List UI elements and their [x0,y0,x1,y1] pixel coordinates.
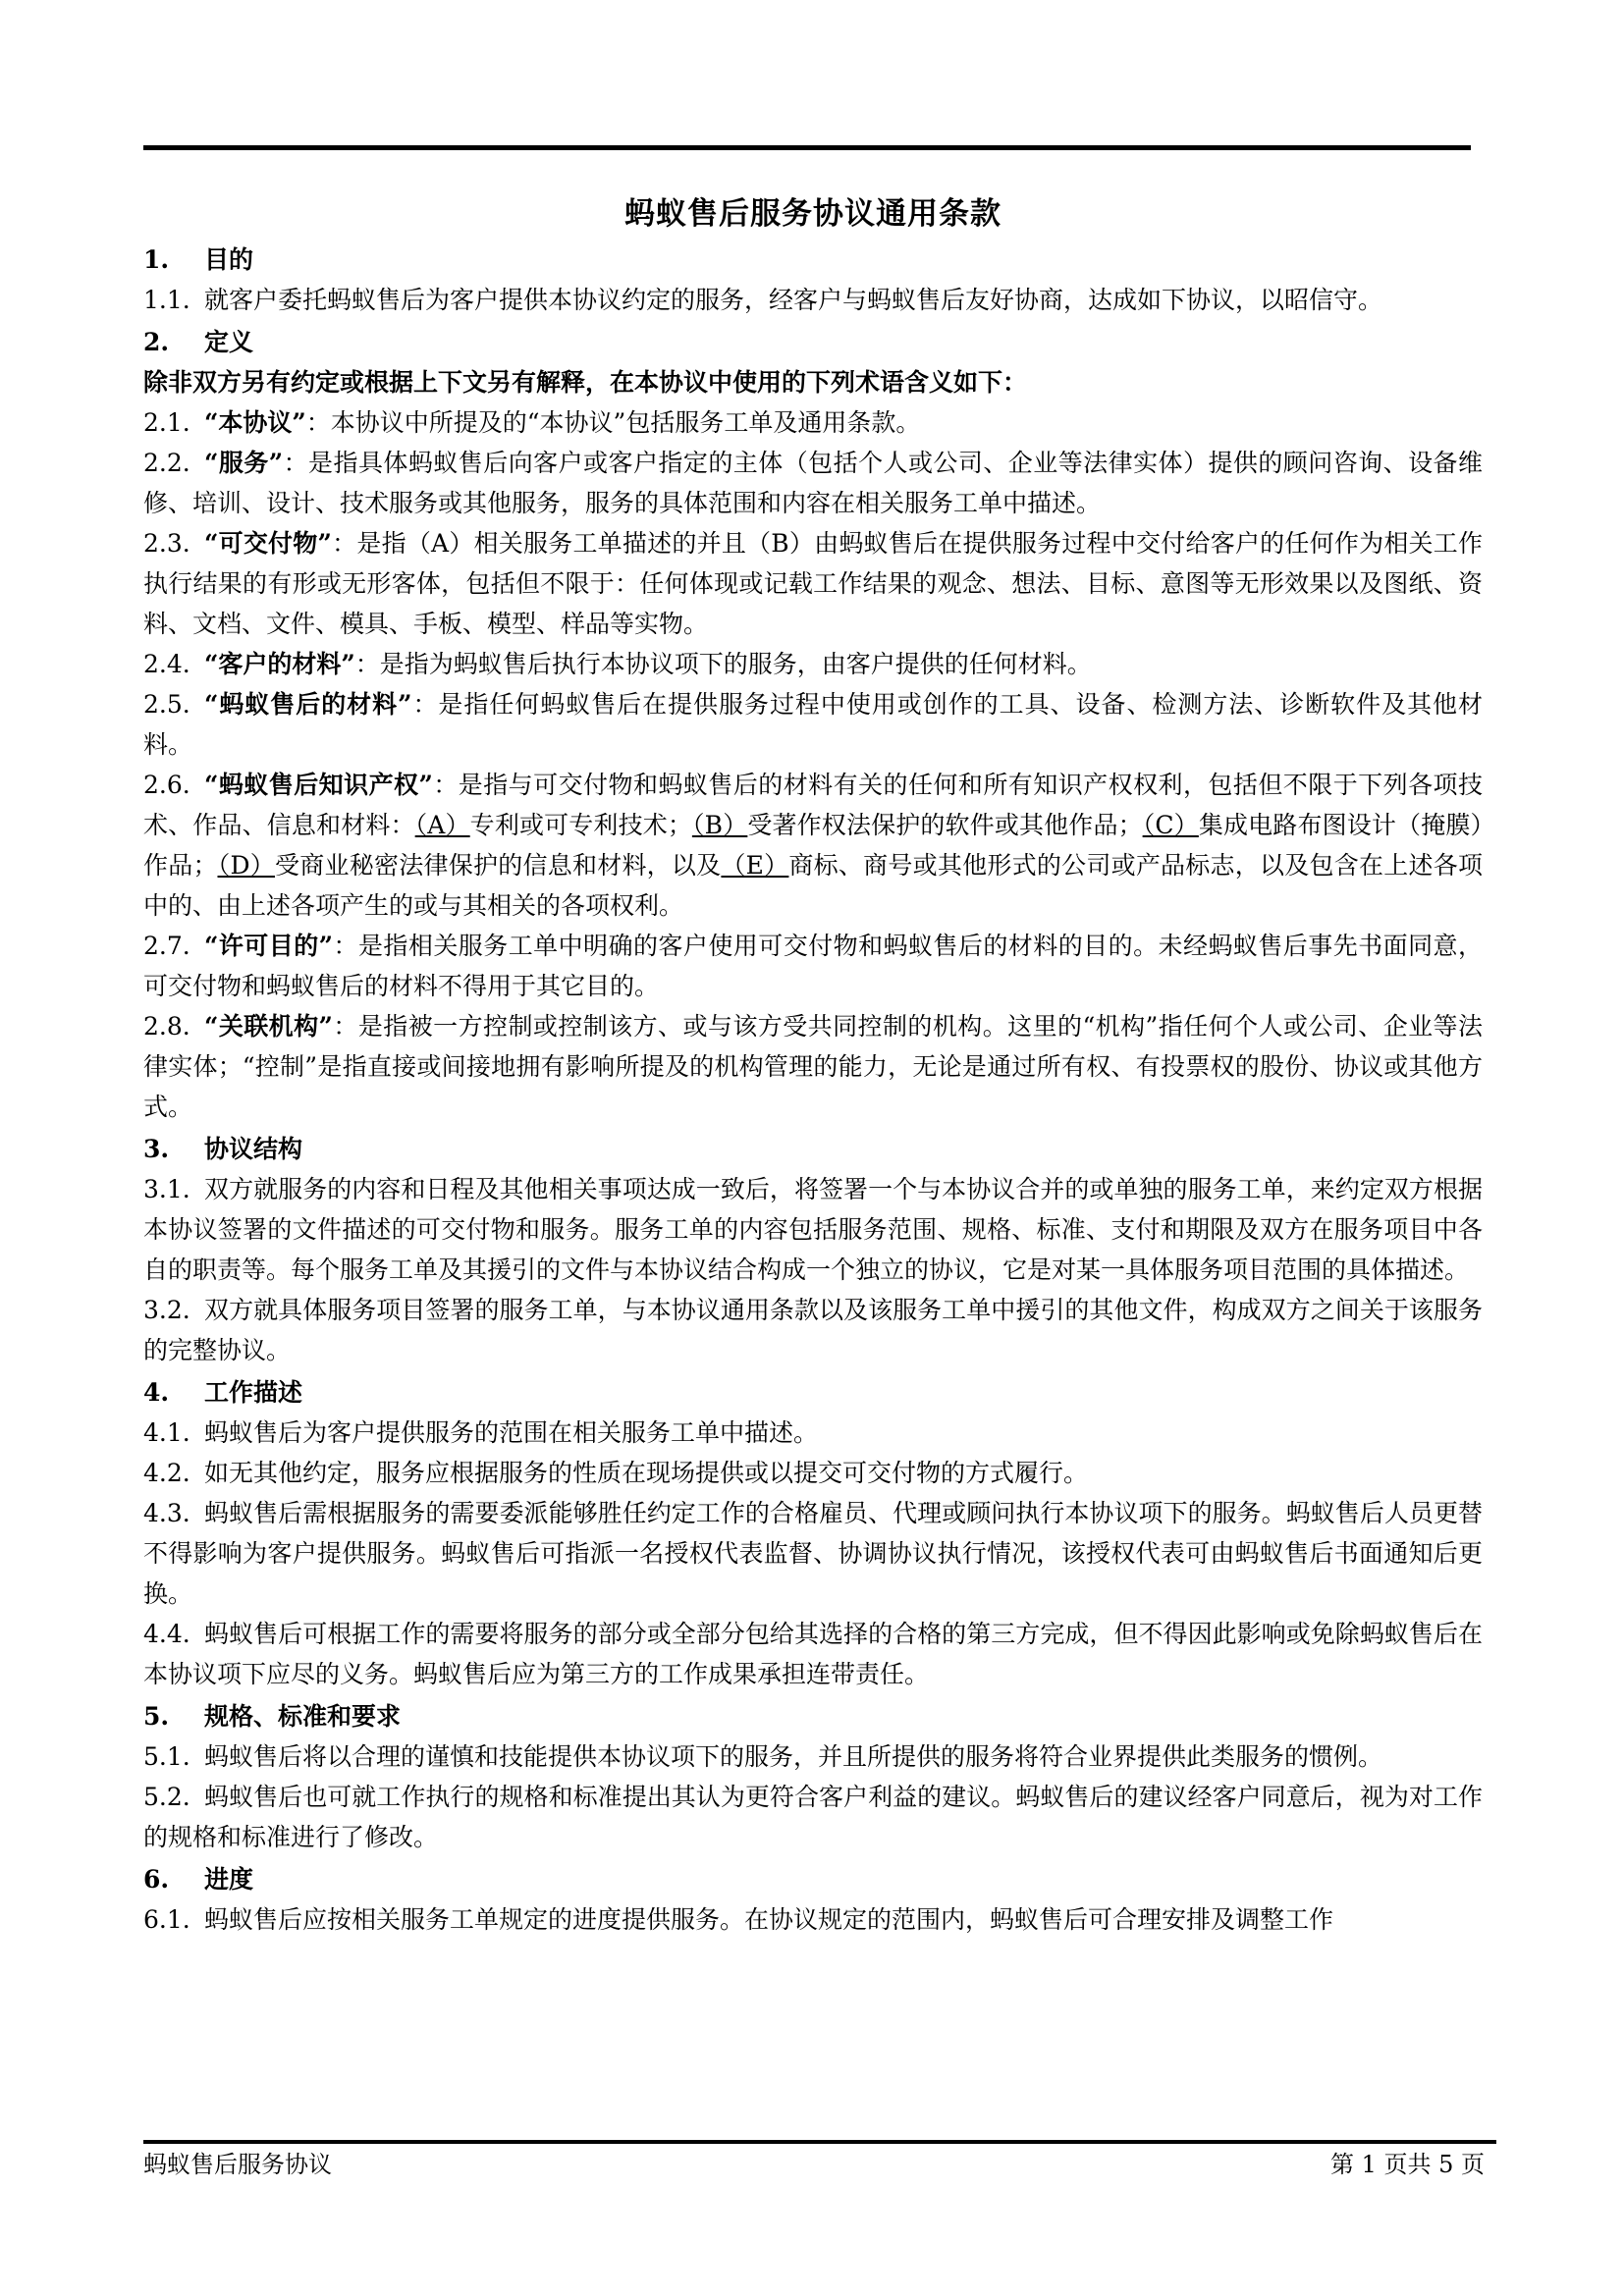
clause-2-7: 2.7. “许可目的”：是指相关服务工单中明确的客户使用可交付物和蚂蚁售后的材料的目的。未经蚂蚁售后事先书面同意，可交付物和蚂蚁售后的材料不得用于其它目的。 [143,932,1483,1000]
section-heading-2: 2. 定义 [143,328,254,356]
footer-document-name: 蚂蚁售后服务协议 [143,2151,332,2178]
footer-page-number: 第 1 页共 5 页 [1329,2151,1485,2178]
header-rule [143,145,1471,150]
clause-4-1: 4.1. 蚂蚁售后为客户提供服务的范围在相关服务工单中描述。 [143,1418,819,1447]
section-heading-1: 1. 目的 [143,245,254,274]
clause-3-2: 3.2. 双方就具体服务项目签署的服务工单，与本协议通用条款以及该服务工单中援引的其他文件，构成双方之间关于该服务的完整协议。 [143,1296,1483,1364]
definitions-intro: 除非双方另有约定或根据上下文另有解释，在本协议中使用的下列术语含义如下： [143,368,1028,397]
section-heading-5: 5. 规格、标准和要求 [143,1702,402,1731]
section-heading-3: 3. 协议结构 [143,1135,303,1163]
clause-5-1: 5.1. 蚂蚁售后将以合理的谨慎和技能提供本协议项下的服务，并且所提供的服务将符合业界提供此类服务的惯例。 [143,1742,1383,1771]
footer-rule [143,2140,1496,2144]
clause-4-4: 4.4. 蚂蚁售后可根据工作的需要将服务的部分或全部分包给其选择的合格的第三方完成，但不得因此影响或免除蚂蚁售后在本协议项下应尽的义务。蚂蚁售后应为第三方的工作成果承担连带责任。 [143,1620,1483,1688]
clause-2-5: 2.5. “蚂蚁售后的材料”：是指任何蚂蚁售后在提供服务过程中使用或创作的工具、设备、检测方法、诊断软件及其他材料。 [143,690,1483,759]
clause-3-1: 3.1. 双方就服务的内容和日程及其他相关事项达成一致后，将签署一个与本协议合并的或单独的服务工单，来约定双方根据本协议签署的文件描述的可交付物和服务。服务工单的内容包括服务范围、规格、标准、支付和期限及双方在服务项目中各自的职责等。每个服务工单及其援引的文件与本协议结合构成一个独立的协议，它是对某一具体服务项目范围的具体描述。 [143,1175,1483,1284]
section-heading-6: 6. 进度 [143,1865,254,1894]
section-heading-4: 4. 工作描述 [143,1378,303,1407]
document-body [143,192,1483,1940]
clause-2-2: 2.2. “服务”：是指具体蚂蚁售后向客户或客户指定的主体（包括个人或公司、企业等法律实体）提供的顾问咨询、设备维修、培训、设计、技术服务或其他服务，服务的具体范围和内容在相关服务工单中描述。 [143,449,1483,517]
clause-2-1: 2.1. “本协议”：本协议中所提及的“本协议”包括服务工单及通用条款。 [143,408,921,437]
clause-2-8: 2.8. “关联机构”：是指被一方控制或控制该方、或与该方受共同控制的机构。这里的“机构”指任何个人或公司、企业等法律实体；“控制”是指直接或间接地拥有影响所提及的机构管理的能力，无论是通过所有权、有投票权的股份、协议或其他方式。 [143,1012,1483,1121]
clause-2-3: 2.3. “可交付物”：是指（A）相关服务工单描述的并且（B）由蚂蚁售后在提供服务过程中交付给客户的任何作为相关工作执行结果的有形或无形客体，包括但不限于：任何体现或记载工作结果的观念、想法、目标、意图等无形效果以及图纸、资料、文档、文件、模具、手板、模型、样品等实物。 [143,529,1483,638]
clause-4-3: 4.3. 蚂蚁售后需根据服务的需要委派能够胜任约定工作的合格雇员、代理或顾问执行本协议项下的服务。蚂蚁售后人员更替不得影响为客户提供服务。蚂蚁售后可指派一名授权代表监督、协调协议执行情况，该授权代表可由蚂蚁售后书面通知后更换。 [143,1499,1483,1608]
clause-6-1: 6.1. 蚂蚁售后应按相关服务工单规定的进度提供服务。在协议规定的范围内，蚂蚁售后可合理安排及调整工作 [143,1905,1334,1934]
clause-1-1: 1.1. 就客户委托蚂蚁售后为客户提供本协议约定的服务，经客户与蚂蚁售后友好协商，达成如下协议，以昭信守。 [143,286,1383,314]
document-title: 蚂蚁售后服务协议通用条款 [624,196,1001,232]
clause-2-4: 2.4. “客户的材料”：是指为蚂蚁售后执行本协议项下的服务，由客户提供的任何材料。 [143,650,1092,678]
clause-2-6: 2.6. “蚂蚁售后知识产权”：是指与可交付物和蚂蚁售后的材料有关的任何和所有知识产权权利，包括但不限于下列各项技术、作品、信息和材料：（A）专利或可专利技术；（B）受著作权法保护的软件或其他作品；（C）集成电路布图设计（掩膜）作品；（D）受商业秘密法律保护的信息和材料，以及（E）商标、商号或其他形式的公司或产品标志，以及包含在上述各项中的、由上述各项产生的或与其相关的各项权利。 [143,771,1483,920]
clause-4-2: 4.2. 如无其他约定，服务应根据服务的性质在现场提供或以提交可交付物的方式履行。 [143,1459,1089,1487]
clause-5-2: 5.2. 蚂蚁售后也可就工作执行的规格和标准提出其认为更符合客户利益的建议。蚂蚁售后的建议经客户同意后，视为对工作的规格和标准进行了修改。 [143,1783,1483,1851]
